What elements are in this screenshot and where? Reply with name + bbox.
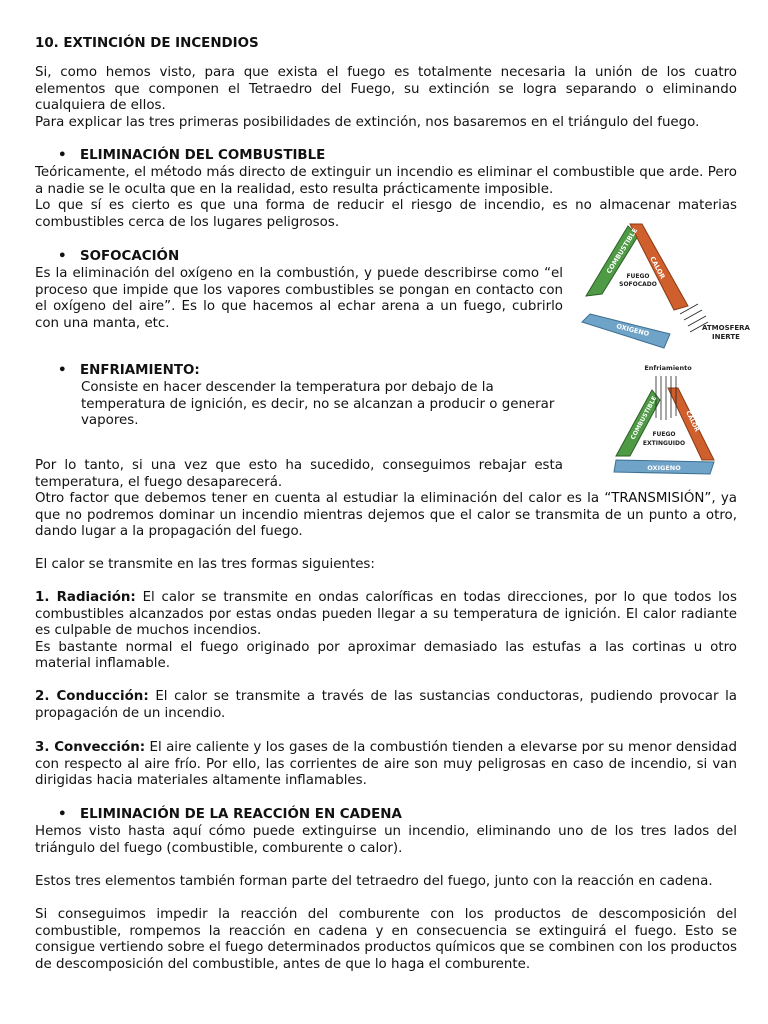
sofocacion-section — [35, 266, 563, 332]
heading-combustible-text: ELIMINACIÓN DEL COMBUSTIBLE — [80, 148, 326, 163]
reaccion-paragraph-3: Si conseguimos impedir la reacción del comburente con los productos de descomposición del combustible, rompemos la reacción en cadena y en consecuencia se extinguirá el fuego. Esto se consigue vertiendo sobre el fuego determinados productos químicos que se combinen con los productos de descomposición del combustible, antes de que lo haga el comburente. — [35, 907, 737, 972]
conduccion-label: 2. Conducción: — [35, 689, 149, 704]
radiacion-text: El calor se transmite en ondas caloríficas en todas direcciones, por lo que todos los combustibles alcanzados por estas ondas pueden llegar a su temperatura de ignición. El calor radiante es culpable de muchos incendios. — [35, 590, 737, 639]
label-atmosfera: ATMOSFERA — [702, 324, 750, 332]
bullet-icon: • — [58, 807, 67, 822]
transmission-intro — [35, 557, 737, 574]
intro-section — [35, 65, 737, 131]
reaccion-section-a — [35, 824, 737, 857]
heading-enfriamiento-text: ENFRIAMIENTO: — [80, 363, 200, 378]
page-title: 10. EXTINCIÓN DE INCENDIOS — [35, 36, 259, 51]
conduccion-paragraph — [35, 689, 737, 722]
label-combustible: COMBUSTIBLE — [629, 395, 659, 441]
bullet-icon: • — [58, 249, 67, 264]
radiacion-label: 1. Radiación: — [35, 590, 136, 605]
enfriamiento-paragraph-4: El calor se transmite en las tres formas siguientes: — [35, 557, 375, 572]
intro-paragraph-1: Si, como hemos visto, para que exista el fuego es totalmente necesaria la unión de los cuatro elementos que componen el Tetraedro del Fuego, su extinción se logra separando o eliminando cualquiera de ellos. — [35, 65, 737, 114]
combustible-paragraph-1: Teóricamente, el método más directo de extinguir un incendio es eliminar el combustible que arde. Pero a nadie se le oculta que en la realidad, esto resulta prácticamente imposible. — [35, 165, 737, 197]
conveccion-label: 3. Convección: — [35, 740, 146, 755]
intro-paragraph-2: Para explicar las tres primeras posibilidades de extinción, nos basaremos en el triángulo del fuego. — [35, 114, 700, 130]
label-fuego: FUEGO — [652, 431, 676, 438]
label-combustible: COMBUSTIBLE — [604, 226, 640, 276]
enfriamiento-definition — [81, 380, 556, 430]
label-calor: CALOR — [648, 255, 667, 281]
enfriamiento-transmision — [35, 491, 737, 541]
heading-sofocacion-text: SOFOCACIÓN — [80, 249, 180, 264]
conduccion-text: El calor se transmite a través de las sustancias conductoras, pudiendo provocar la propagación de un incendio. — [35, 689, 738, 721]
label-sofocado: SOFOCADO — [619, 281, 657, 288]
radiacion-section — [35, 590, 737, 673]
label-calor: CALOR — [684, 409, 701, 434]
heading-sofocacion — [58, 249, 179, 266]
fire-triangle-cooling-figure — [606, 360, 732, 478]
radiacion-paragraph-2: Es bastante normal el fuego originado por aproximar demasiado las estufas a las cortinas u otro material inflamable. — [35, 639, 737, 672]
label-fuego: FUEGO — [626, 273, 650, 280]
conveccion-text: El aire caliente y los gases de la combustión tienden a elevarse por su menor densidad con respecto al aire frío. Por ello, las corrientes de aire son muy peligrosas en caso de incendio, si van dirigidas hacia materiales altamente inflamables. — [35, 740, 737, 789]
enfriamiento-paragraph-3: Otro factor que debemos tener en cuenta al estudiar la eliminación del calor es la “TRANSMISIÓN”, ya que no podremos dominar un incendio mientras dejemos que el calor se transmita de un punto a otro, dando lugar a la propagación del fuego. — [35, 491, 737, 540]
bullet-icon: • — [58, 363, 67, 378]
reaccion-paragraph-2: Estos tres elementos también forman parte del tetraedro del fuego, junto con la reacción en cadena. — [35, 874, 713, 889]
label-extinguido: EXTINGUIDO — [642, 440, 686, 447]
conduccion-section — [35, 689, 737, 722]
enfriamiento-paragraph-1: Consiste en hacer descender la temperatura por debajo de la temperatura de ignición, es decir, no se alcanzan a producir o generar vapores. — [81, 380, 555, 429]
label-inerte: INERTE — [712, 333, 740, 341]
enfriamiento-followup — [35, 458, 563, 491]
label-oxigeno: OXIGENO — [647, 464, 681, 472]
radiacion-paragraph-1 — [35, 590, 737, 640]
conveccion-paragraph — [35, 740, 737, 790]
enfriamiento-paragraph-2: Por lo tanto, si una vez que esto ha sucedido, conseguimos rebajar esta temperatura, el fuego desaparecerá. — [35, 458, 563, 490]
conveccion-section — [35, 740, 737, 790]
label-oxigeno: OXIGENO — [615, 322, 650, 339]
sofocacion-paragraph-1: Es la eliminación del oxígeno en la combustión, y puede describirse como “el proceso que impide que los vapores combustibles se pongan en contacto con el oxígeno del aire”. Es lo que hacemos al echar arena a un fuego, cubrirlo con una manta, etc. — [35, 266, 563, 331]
heading-combustible — [58, 148, 325, 165]
label-enfriamiento: Enfriamiento — [644, 364, 692, 372]
combustible-paragraph-2: Lo que sí es cierto es que una forma de reducir el riesgo de incendio, es no almacenar materias combustibles cerca de los lugares peligrosos. — [35, 198, 737, 230]
reaccion-paragraph-1: Hemos visto hasta aquí cómo puede extinguirse un incendio, eliminando uno de los tres lados del triángulo del fuego (combustible, comburente o calor). — [35, 824, 737, 856]
heading-enfriamiento — [58, 363, 200, 380]
fire-triangle-smothered-figure — [578, 218, 750, 350]
heading-reaccion-text: ELIMINACIÓN DE LA REACCIÓN EN CADENA — [80, 807, 402, 822]
heading-reaccion — [58, 807, 402, 824]
reaccion-section-c — [35, 907, 737, 973]
reaccion-section-b — [35, 874, 737, 891]
bullet-icon: • — [58, 148, 67, 163]
